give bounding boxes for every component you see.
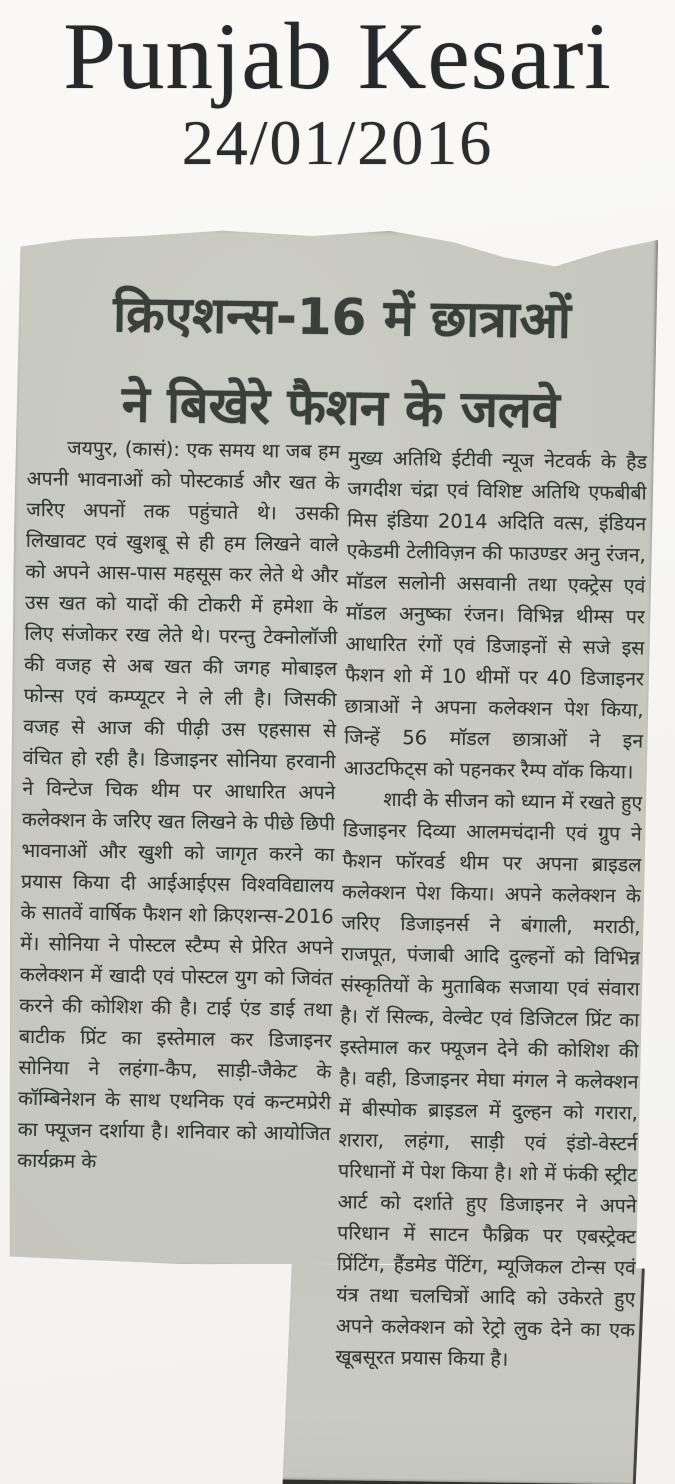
masthead-date: 24/01/2016 — [181, 107, 494, 178]
masthead — [0, 2, 675, 176]
article-paragraph-2: शादी के सीजन को ध्यान में रखते हुए डिजाइनर दिव्या आलमचंदानी एवं ग्रुप ने फैशन फॉरवर्ड थीम पर अपना ब्राइडल कलेक्शन पेश किया। अपने कलेक्शन के जरिए डिजाइनर्स ने बंगाली, मराठी, राजपूत, पंजाबी आदि दुल्हनों को विभिन्न संस्कृतियों के मुताबिक सजाया एवं संवारा है। रॉ सिल्क, वेल्वेट एवं डिजिटल प्रिंट का इस्तेमाल कर फ्यूजन देने की कोशिश की है। वही, डिजाइनर मेघा मंगल ने कलेक्शन में बीस्पोक ब्राइडल में दुल्हन को गरारा, शरारा, लहंगा, साड़ी एवं इंडो-वेस्टर्न परिधानों में पेश किया है। शो में फंकी स्ट्रीट आर्ट को दर्शाते हुए डिजाइनर ने अपने परिधान में साटन फैब्रिक पर एबस्ट्रेक्ट प्रिंटिंग, हैंडमेड पेंटिंग, म्यूजिकल टोन्स एवं यंत्र तथा चलचित्रों आदि को उकेरते हुए अपने कलेक्शन को रेट्रो लुक देने का एक खूबसूरत प्रयास किया है। — [335, 787, 643, 1371]
article-headline — [57, 268, 625, 456]
news-clipping — [1, 226, 666, 1484]
headline-line-2: ने बिखेरे फैशन के जलवे — [121, 375, 561, 440]
article-paragraph-1: जयपुर, (कासं): एक समय था जब हम अपनी भावनाओं को पोस्टकार्ड और खत के जरिए अपनों तक पहुंचाते थे। उसकी लिखावट एवं खुशबू से ही हम लिखने वाले को अपने आस-पास महसूस कर लेते थे और उस खत को यादों की टोकरी में हमेशा के लिए संजोकर रख लेते थे। परन्तु टेक्नोलॉजी की वजह से अब खत की जगह मोबाइल फोन्स एवं कम्प्यूटर ने ले ली है। जिसकी वजह से आज की पीढ़ी उस एहसास से वंचित हो रही है। डिजाइनर सोनिया हरवानी ने विन्टेज चिक थीम पर आधारित अपने कलेक्शन के जरिए खत लिखने के पीछे छिपी भावनाओं और खुशी को जागृत करने का प्रयास किया दी आईआईएस विश्वविद्यालय के सातवें वार्षिक फैशन शो क्रिएशन्स-2016 में। सोनिया ने पोस्टल स्टैम्प से प्रेरित अपने कलेक्शन में खादी एवं पोस्टल युग को जिवंत करने की कोशिश की है। टाई एंड डाई तथा बाटीक प्रिंट का इस्तेमाल कर डिजाइनर सोनिया ने लहंगा-कैप, साड़ी-जैकेट के कॉम्बिनेशन के साथ एथनिक एवं कन्टमप्रेरी का फ्यूजन दर्शाया है। शनिवार को आयोजित कार्यक्रम के — [17, 436, 341, 1173]
masthead-title: Punjab Kesari — [63, 3, 612, 109]
article-column-right — [334, 442, 647, 1480]
article-column-left — [16, 432, 340, 1258]
article-paragraph-1-continued: मुख्य अतिथि ईटीवी न्यूज नेटवर्क के हैड जगदीश चंद्रा एवं विशिष्ट अतिथि एफबीबी मिस इंडिया 2014 अदिति वत्स, इंडियन एकेडमी टेलीविज़न की फाउण्डर अनु रंजन, मॉडल सलोनी असवानी तथा एक्ट्रेस एवं मॉडल अनुष्का रंजन। विभिन्न थीम्स पर आधारित रंगों एवं डिजाइनों से सजे इस फैशन शो में 10 थीमों पर 40 डिजाइनर छात्राओं ने अपना कलेक्शन पेश किया, जिन्हें 56 मॉडल छात्राओं ने इन आउटफिट्स को पहनकर रैम्प वॉक किया। — [343, 446, 648, 784]
headline-line-1: क्रिएशन्स-16 में छात्राओं — [112, 285, 572, 350]
